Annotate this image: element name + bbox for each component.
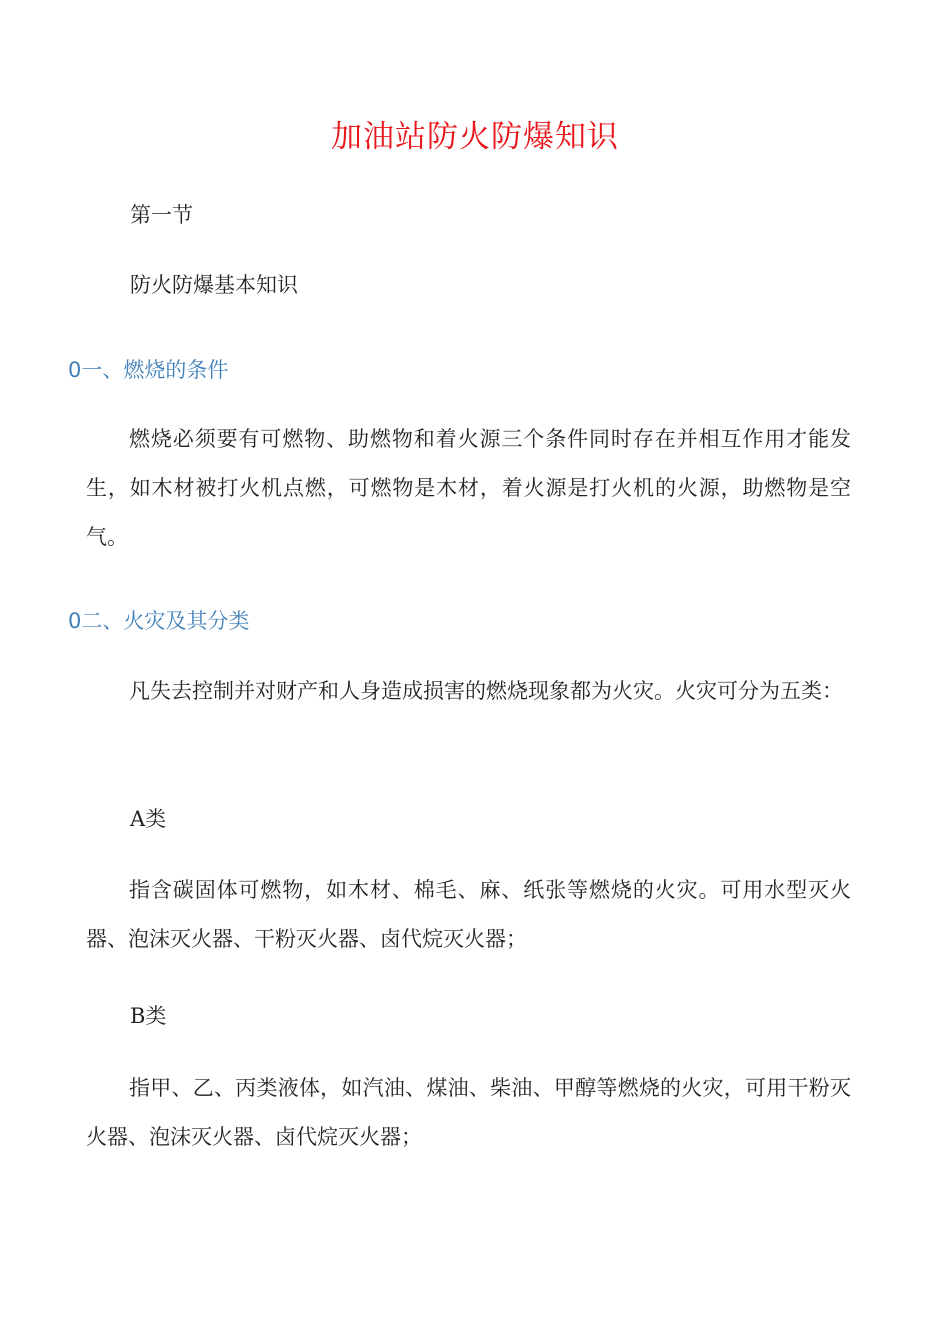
heading-combustion-conditions: 0一、燃烧的条件: [68, 358, 229, 382]
class-a-description: 指含碳固体可燃物，如木材、棉毛、麻、纸张等燃烧的火灾。可用水型灭火器、泡沫灭火器、干粉灭火器、卤代烷灭火器；: [86, 878, 851, 951]
heading-fire-classification: 0二、火灾及其分类: [68, 609, 250, 633]
paragraph-combustion-conditions: 燃烧必须要有可燃物、助燃物和着火源三个条件同时存在并相互作用才能发生，如木材被打火机点燃，可燃物是木材，着火源是打火机的火源，助燃物是空气。: [86, 427, 851, 549]
section-title: 防火防爆基本知识: [130, 273, 298, 297]
section-label: 第一节: [130, 203, 193, 227]
class-b-label: B类: [130, 1004, 167, 1028]
paragraph-fire-classification: 凡失去控制并对财产和人身造成损害的燃烧现象都为火灾。火灾可分为五类：: [129, 679, 843, 703]
document-title: 加油站防火防爆知识: [331, 119, 619, 155]
class-a-label: A类: [130, 807, 167, 831]
class-b-description: 指甲、乙、丙类液体，如汽油、煤油、柴油、甲醇等燃烧的火灾，可用干粉灭火器、泡沫灭火器、卤代烷灭火器；: [86, 1076, 851, 1149]
